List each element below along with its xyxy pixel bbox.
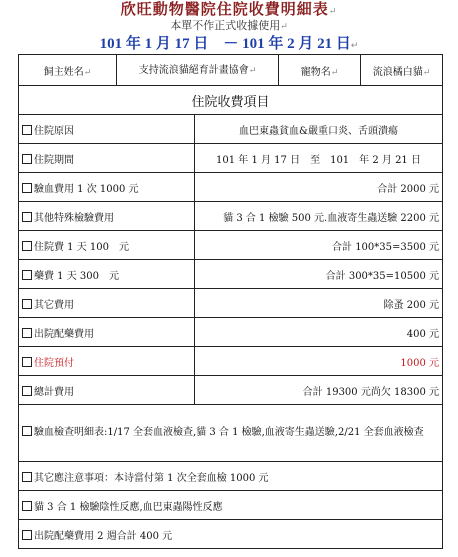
item-label-cell bbox=[19, 202, 195, 231]
item-label: 其它費用 bbox=[34, 299, 74, 311]
paragraph-mark: ↵ bbox=[280, 22, 288, 32]
paragraph-mark: ↵ bbox=[83, 67, 92, 78]
item-label-cell bbox=[19, 347, 195, 376]
item-rows bbox=[19, 115, 443, 405]
item-value: 血巴東蟲貧血&嚴重口炎、舌頭潰瘍 bbox=[239, 125, 398, 137]
item-label: 住院原因 bbox=[34, 125, 74, 137]
info-row bbox=[19, 55, 443, 86]
item-label-cell bbox=[19, 260, 195, 289]
item-value: 貓 3 合 1 檢驗 500 元.血液寄生蟲送驗 2200 元 bbox=[223, 212, 440, 224]
date-range bbox=[0, 34, 458, 54]
item-value: 除蚤 200 元 bbox=[383, 299, 440, 311]
checkbox[interactable] bbox=[22, 299, 32, 309]
paragraph-mark: ↵ bbox=[350, 40, 359, 50]
item-label-cell bbox=[19, 173, 195, 202]
note-text: 貓 3 合 1 檢驗陰性反應,血巴東蟲陽性反應 bbox=[34, 501, 223, 513]
note-text: 驗血檢查明細表:1/17 全套血液檢查,貓 3 合 1 檢驗,血液寄生蟲送驗,2/21 全套血液檢查 bbox=[34, 427, 424, 438]
document-subtitle-text: 本單不作正式收據使用 bbox=[170, 19, 281, 32]
item-label: 出院配藥費用 bbox=[34, 328, 94, 340]
pet-value-cell bbox=[361, 55, 443, 86]
pet-value: 流浪橘白貓 bbox=[372, 66, 423, 78]
owner-label: 飼主姓名 bbox=[43, 66, 84, 78]
item-row bbox=[19, 144, 443, 173]
item-label-cell bbox=[19, 376, 195, 405]
checkbox[interactable] bbox=[22, 270, 32, 280]
note-text: 出院配藥費用 2 週合計 400 元 bbox=[34, 530, 173, 542]
item-label-cell bbox=[19, 115, 195, 144]
checkbox[interactable] bbox=[22, 125, 32, 135]
item-value-cell bbox=[195, 376, 443, 405]
item-row bbox=[19, 318, 443, 347]
checkbox[interactable] bbox=[22, 241, 32, 251]
item-value: 合計 300*35=10500 元 bbox=[325, 270, 440, 282]
item-row bbox=[19, 231, 443, 260]
paragraph-mark: ↵ bbox=[422, 67, 431, 78]
item-value-cell bbox=[195, 289, 443, 318]
note-rows bbox=[19, 405, 443, 549]
item-label: 其他特殊檢驗費用 bbox=[34, 212, 114, 224]
item-label: 住院預付 bbox=[34, 357, 74, 369]
item-value-cell bbox=[195, 318, 443, 347]
owner-value-cell bbox=[117, 55, 279, 86]
note-row bbox=[19, 491, 443, 520]
note-cell bbox=[19, 520, 443, 549]
item-row bbox=[19, 347, 443, 376]
item-value-cell bbox=[195, 347, 443, 376]
note-text: 其它應注意事項：本诗當付第 1 次全套血檢 1000 元 bbox=[34, 472, 269, 484]
item-value-cell bbox=[195, 115, 443, 144]
pet-label: 寵物名 bbox=[300, 66, 331, 78]
item-value-cell bbox=[195, 202, 443, 231]
item-row bbox=[19, 260, 443, 289]
note-row bbox=[19, 462, 443, 491]
item-value: 1000 元 bbox=[400, 357, 440, 369]
date-range-text: 101 年 1 月 17 日 － 101 年 2 月 21 日 bbox=[99, 36, 351, 52]
item-value: 合計 100*35=3500 元 bbox=[332, 241, 440, 253]
checkbox[interactable] bbox=[22, 328, 32, 338]
document-subtitle bbox=[0, 18, 458, 33]
checkbox[interactable] bbox=[22, 501, 32, 511]
note-cell bbox=[19, 462, 443, 491]
item-value: 合計 2000 元 bbox=[377, 183, 440, 195]
checkbox[interactable] bbox=[22, 183, 32, 193]
item-label-cell bbox=[19, 144, 195, 173]
item-value: 合計 19300 元尚欠 18300 元 bbox=[302, 386, 440, 398]
item-label: 驗血費用 1 次 1000 元 bbox=[34, 183, 139, 195]
item-label-cell bbox=[19, 289, 195, 318]
item-row bbox=[19, 202, 443, 231]
document-title bbox=[0, 0, 458, 18]
note-cell bbox=[19, 491, 443, 520]
checkbox[interactable] bbox=[22, 357, 32, 367]
item-label-cell bbox=[19, 231, 195, 260]
item-value: 400 元 bbox=[406, 328, 440, 340]
item-row bbox=[19, 173, 443, 202]
checkbox[interactable] bbox=[22, 472, 32, 482]
item-row bbox=[19, 115, 443, 144]
section-title-cell bbox=[19, 86, 443, 115]
item-value-cell bbox=[195, 144, 443, 173]
note-row bbox=[19, 520, 443, 549]
checkbox[interactable] bbox=[22, 530, 32, 540]
item-value: 101 年 1 月 17 日 至 101 年 2 月 21 日 bbox=[216, 154, 421, 166]
paragraph-mark: ↵ bbox=[248, 66, 257, 76]
checkbox[interactable] bbox=[22, 426, 32, 436]
paragraph-mark: ↵ bbox=[328, 7, 338, 17]
item-row bbox=[19, 289, 443, 318]
note-row bbox=[19, 405, 443, 462]
pet-label-cell bbox=[279, 55, 361, 86]
owner-label-cell bbox=[19, 55, 117, 86]
item-value-cell bbox=[195, 173, 443, 202]
item-value-cell bbox=[195, 260, 443, 289]
item-label: 住院期間 bbox=[34, 154, 74, 166]
paragraph-mark: ↵ bbox=[330, 67, 339, 78]
item-row bbox=[19, 376, 443, 405]
checkbox[interactable] bbox=[22, 386, 32, 396]
item-value-cell bbox=[195, 231, 443, 260]
billing-table bbox=[18, 54, 443, 549]
section-header-row bbox=[19, 86, 443, 115]
note-cell bbox=[19, 405, 443, 462]
item-label-cell bbox=[19, 318, 195, 347]
checkbox[interactable] bbox=[22, 154, 32, 164]
document-title-text: 欣旺動物醫院住院收費明細表 bbox=[120, 0, 329, 18]
section-title: 住院收費項目 bbox=[191, 94, 270, 110]
item-label: 藥費 1 天 300 元 bbox=[34, 270, 119, 282]
owner-value: 支持流浪貓絕育計畫協會 bbox=[138, 65, 249, 76]
item-label: 住院費 1 天 100 元 bbox=[34, 241, 129, 253]
checkbox[interactable] bbox=[22, 212, 32, 222]
item-label: 總計費用 bbox=[34, 386, 74, 398]
